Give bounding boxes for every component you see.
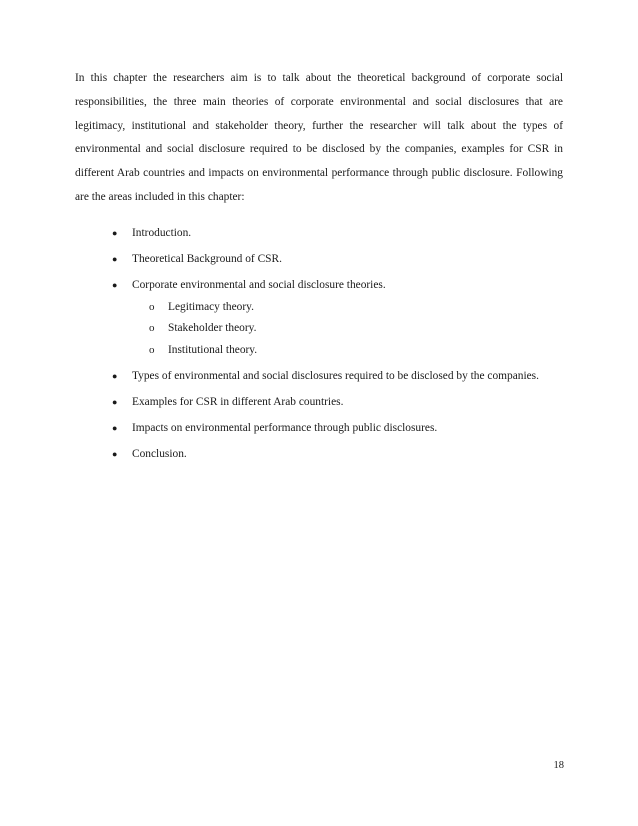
sublist-item-text: Institutional theory. [168, 343, 258, 356]
list-item-text: Impacts on environmental performance through public disclosures. [132, 421, 438, 434]
sublist-item [132, 340, 563, 362]
circle-bullet-icon: o [149, 343, 155, 356]
list-item-text: Corporate environmental and social disclosure theories. [132, 279, 386, 292]
circle-bullet-icon: o [149, 300, 155, 313]
list-item [0, 275, 563, 361]
intro-paragraph: In this chapter the researchers aim is to talk about the theoretical background of corporate social responsibilities, the three main theories of corporate environmental and social disclosures that are legitimacy, institutional and stakeholder theory, further the researcher will talk about the types of environmental and social disclosure required to be disclosed by the companies, examples for CSR in different Arab countries and impacts on environmental performance through public disclosure. Following are the areas included in this chapter: [75, 72, 563, 203]
list-item [0, 418, 563, 440]
chapter-areas-list [0, 223, 638, 470]
bullet-icon: ● [112, 449, 118, 460]
theories-sublist [132, 297, 563, 362]
list-item [0, 444, 563, 466]
bullet-icon: ● [112, 228, 118, 238]
bullet-icon: ● [112, 396, 118, 407]
sublist-item [132, 297, 563, 319]
circle-bullet-icon: o [149, 322, 155, 335]
list-item [0, 366, 563, 388]
sublist-item-text: Legitimacy theory. [168, 300, 254, 313]
list-item-text: Theoretical Background of CSR. [132, 253, 282, 266]
list-item [0, 223, 563, 245]
list-item-text: Types of environmental and social disclosures required to be disclosed by the companies. [132, 369, 539, 382]
sublist-item [132, 318, 563, 340]
list-item [0, 249, 563, 271]
bullet-icon: ● [112, 254, 118, 265]
bullet-icon: ● [112, 280, 118, 291]
list-item [0, 392, 563, 414]
list-item-text: Introduction. [132, 227, 192, 239]
list-item-text: Examples for CSR in different Arab countries. [132, 395, 344, 408]
page-number: 18 [553, 760, 564, 771]
bullet-icon: ● [112, 422, 118, 433]
list-item-text: Conclusion. [132, 448, 187, 461]
sublist-item-text: Stakeholder theory. [168, 322, 257, 335]
bullet-icon: ● [112, 370, 118, 381]
